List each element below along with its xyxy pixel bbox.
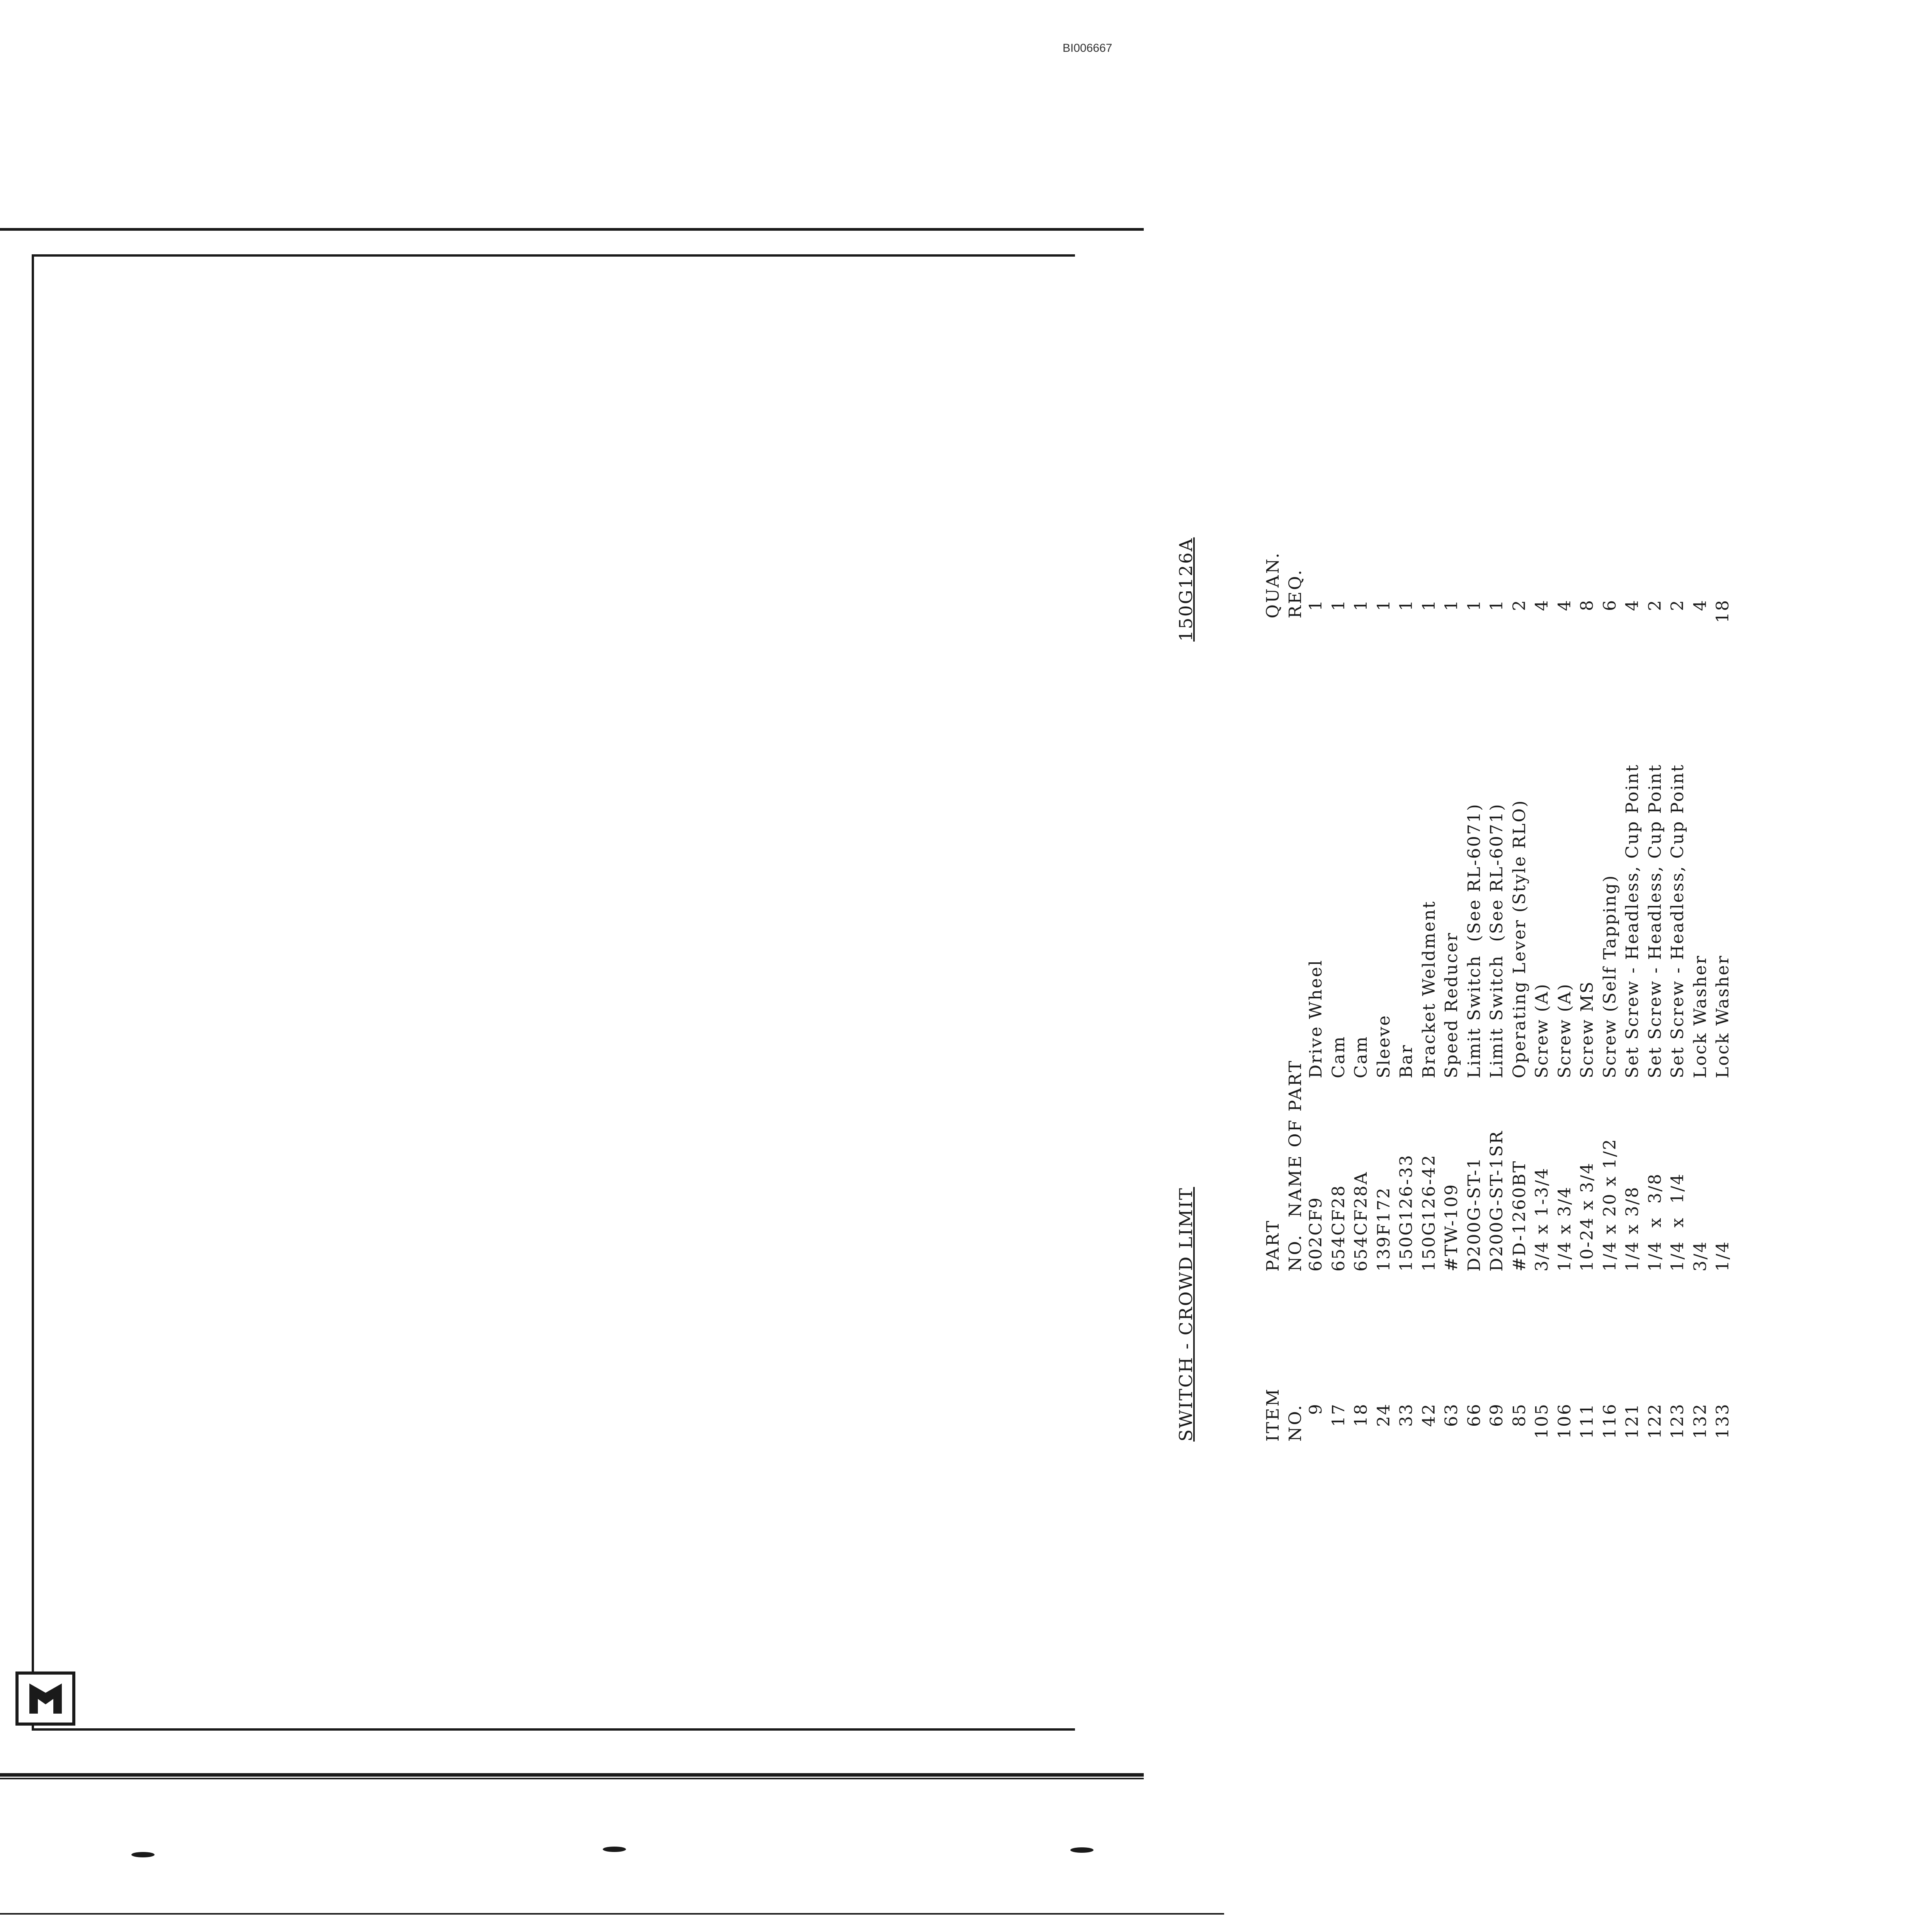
part-number: 1/4 x 20 x 1/2	[1600, 1138, 1620, 1271]
quantity: 2	[1509, 599, 1529, 611]
part-number: #D-1260BT	[1509, 1160, 1529, 1271]
quantity: 1	[1351, 599, 1371, 611]
item-number: 18	[1351, 1403, 1371, 1427]
header-item-no: ITEM NO.	[1263, 1387, 1305, 1442]
part-name: Screw (Self Tapping)	[1600, 874, 1620, 1078]
quantity: 1	[1396, 599, 1416, 611]
part-name: Lock Washer	[1690, 955, 1710, 1078]
part-name: Lock Washer	[1713, 955, 1733, 1078]
part-name: Screw (A)	[1554, 983, 1575, 1078]
quantity: 4	[1554, 599, 1575, 611]
item-number: 106	[1554, 1403, 1575, 1439]
part-number: 10-24 x 3/4	[1577, 1162, 1597, 1271]
content-frame	[32, 254, 1075, 1731]
part-name: Screw (A)	[1532, 983, 1552, 1078]
part-name: Limit Switch (See RL-6071)	[1464, 803, 1484, 1078]
header-part-no: PART NO.	[1263, 1219, 1305, 1271]
quantity: 4	[1690, 599, 1710, 611]
item-number: 24	[1374, 1403, 1394, 1427]
part-name: Sleeve	[1374, 1014, 1394, 1078]
item-number: 123	[1668, 1403, 1687, 1439]
item-number: 42	[1419, 1403, 1439, 1427]
part-name: Cam	[1328, 1035, 1349, 1078]
quantity: 1	[1464, 599, 1484, 611]
part-name: Set Screw - Headless, Cup Point	[1645, 764, 1665, 1078]
part-name: Set Screw - Headless, Cup Point	[1622, 764, 1642, 1078]
part-number: 1/4	[1713, 1241, 1733, 1271]
quantity: 1	[1328, 599, 1349, 611]
top-rule	[0, 228, 1144, 231]
part-number: 150G126-33	[1396, 1154, 1416, 1271]
part-name: Operating Lever (Style RLO)	[1509, 799, 1529, 1078]
quantity: 8	[1577, 599, 1597, 611]
item-number: 105	[1532, 1403, 1552, 1439]
part-number: 139F172	[1374, 1186, 1394, 1271]
bottom-rule	[0, 1773, 1144, 1777]
parts-list-rotated	[1078, 155, 1932, 1604]
bottom-rule-lower	[0, 1778, 1144, 1779]
part-number: #TW-109	[1442, 1183, 1461, 1271]
part-name: Speed Reducer	[1442, 932, 1461, 1078]
item-number: 33	[1396, 1403, 1416, 1427]
item-number: 66	[1464, 1403, 1484, 1427]
part-number: 1/4 x 3/8	[1622, 1186, 1642, 1271]
scan-mark-right	[1070, 1847, 1094, 1853]
header-quantity-required: QUAN. REQ.	[1263, 551, 1305, 618]
quantity: 1	[1306, 599, 1326, 611]
part-number: 1/4 x 3/4	[1554, 1186, 1575, 1271]
part-number: 150G126-42	[1419, 1154, 1439, 1271]
part-name: Cam	[1351, 1035, 1371, 1078]
part-number: 602CF9	[1306, 1196, 1326, 1271]
part-name: Set Screw - Headless, Cup Point	[1668, 764, 1687, 1078]
part-name: Bracket Weldment	[1419, 900, 1439, 1078]
quantity: 18	[1713, 599, 1733, 623]
quantity: 2	[1645, 599, 1665, 611]
item-number: 69	[1487, 1403, 1507, 1427]
part-number: 3/4 x 1-3/4	[1532, 1167, 1552, 1271]
item-number: 121	[1622, 1403, 1642, 1439]
item-number: 85	[1509, 1403, 1529, 1427]
part-number: 654CF28	[1328, 1184, 1349, 1271]
item-number: 17	[1328, 1403, 1349, 1427]
list-title: SWITCH - CROWD LIMIT	[1175, 1187, 1196, 1442]
scan-mark-left	[131, 1852, 155, 1857]
item-number: 111	[1577, 1403, 1597, 1439]
part-name: Limit Switch (See RL-6071)	[1487, 803, 1507, 1078]
quantity: 6	[1600, 599, 1620, 611]
quantity: 1	[1374, 599, 1394, 611]
part-number: 3/4	[1690, 1241, 1710, 1271]
document-id: BI006667	[1063, 42, 1112, 54]
item-number: 132	[1690, 1403, 1710, 1439]
part-number: 1/4 x 1/4	[1668, 1173, 1687, 1271]
quantity: 4	[1532, 599, 1552, 611]
part-name: Screw MS	[1577, 980, 1597, 1078]
part-number: D200G-ST-1	[1464, 1157, 1484, 1271]
part-number: 654CF28A	[1351, 1171, 1371, 1271]
quantity: 1	[1442, 599, 1461, 611]
item-number: 63	[1442, 1403, 1461, 1427]
part-number: D200G-ST-1SR	[1487, 1130, 1507, 1271]
part-number: 1/4 x 3/8	[1645, 1173, 1665, 1271]
marion-m-logo-icon	[15, 1671, 75, 1726]
item-number: 9	[1306, 1403, 1326, 1415]
scan-mark-middle	[603, 1847, 626, 1852]
item-number: 116	[1600, 1403, 1620, 1439]
assembly-part-number: 150G126A	[1175, 537, 1196, 642]
item-number: 122	[1645, 1403, 1665, 1439]
part-name: Drive Wheel	[1306, 959, 1326, 1078]
quantity: 1	[1487, 599, 1507, 611]
header-name-of-part: NAME OF PART	[1286, 1059, 1305, 1217]
quantity: 4	[1622, 599, 1642, 611]
page-bottom-rule	[0, 1913, 1224, 1915]
item-number: 133	[1713, 1403, 1733, 1439]
quantity: 2	[1668, 599, 1687, 611]
part-name: Bar	[1396, 1044, 1416, 1078]
quantity: 1	[1419, 599, 1439, 611]
